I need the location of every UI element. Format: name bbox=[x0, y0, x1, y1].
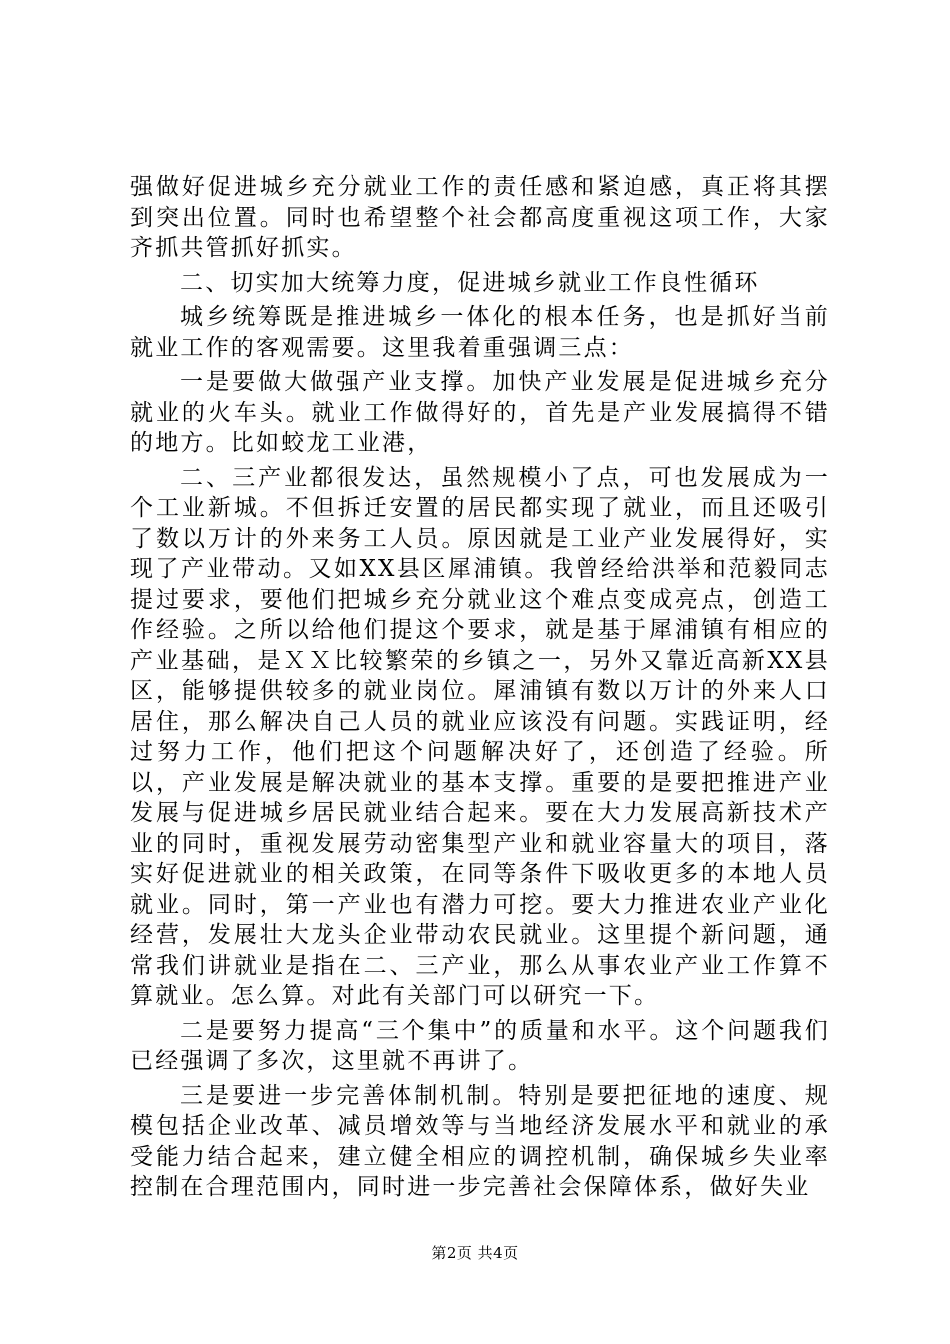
paragraph-7: 三是要进一步完善体制机制。特别是要把征地的速度、规模包括企业改革、减员增效等与当地经济发展水平和就业的承受能力结合起来，建立健全相应的调控机制，确保城乡失业率控制在合理范围内，同时进一步完善社会保障体系，做好失业 bbox=[130, 1082, 830, 1200]
page-number-footer: 第2页 共4页 bbox=[431, 1244, 519, 1262]
paragraph-1: 强做好促进城乡充分就业工作的责任感和紧迫感，真正将其摆到突出位置。同时也希望整个社会都高度重视这项工作，大家齐抓共管抓好抓实。 bbox=[130, 174, 830, 261]
paragraph-5: 二、三产业都很发达，虽然规模小了点，可也发展成为一个工业新城。不但拆迁安置的居民都实现了就业，而且还吸引了数以万计的外来务工人员。原因就是工业产业发展得好，实现了产业带动。又如XX县区犀浦镇。我曾经给洪举和范毅同志提过要求，要他们把城乡充分就业这个难点变成亮点，创造工作经验。之所以给他们提这个要求，就是基于犀浦镇有相应的产业基础，是ＸＸ比较繁荣的乡镇之一，另外又靠近高新XX县区，能够提供较多的就业岗位。犀浦镇有数以万计的外来人口居住，那么解决自己人员的就业应该没有问题。实践证明，经过努力工作，他们把这个问题解决好了，还创造了经验。所以，产业发展是解决就业的基本支撑。重要的是要把推进产业发展与促进城乡居民就业结合起来。要在大力发展高新技术产业的同时，重视发展劳动密集型产业和就业容量大的项目，落实好促进就业的相关政策，在同等条件下吸收更多的本地人员就业。同时，第一产业也有潜力可挖。要大力推进农业产业化经营，发展壮大龙头企业带动农民就业。这里提个新问题，通常我们讲就业是指在二、三产业，那么从事农业产业工作算不算就业。怎么算。对此有关部门可以研究一下。 bbox=[130, 464, 830, 1009]
paragraph-3: 城乡统筹既是推进城乡一体化的根本任务，也是抓好当前就业工作的客观需要。这里我着重强调三点： bbox=[130, 304, 830, 361]
paragraph-4: 一是要做大做强产业支撑。加快产业发展是促进城乡充分就业的火车头。就业工作做得好的，首先是产业发展搞得不错的地方。比如蛟龙工业港， bbox=[130, 369, 830, 456]
document-body bbox=[130, 172, 830, 1207]
section-heading: 二、切实加大统筹力度，促进城乡就业工作良性循环 bbox=[180, 269, 760, 296]
paragraph-6: 二是要努力提高“三个集中”的质量和水平。这个问题我们已经强调了多次，这里就不再讲了。 bbox=[130, 1017, 830, 1074]
